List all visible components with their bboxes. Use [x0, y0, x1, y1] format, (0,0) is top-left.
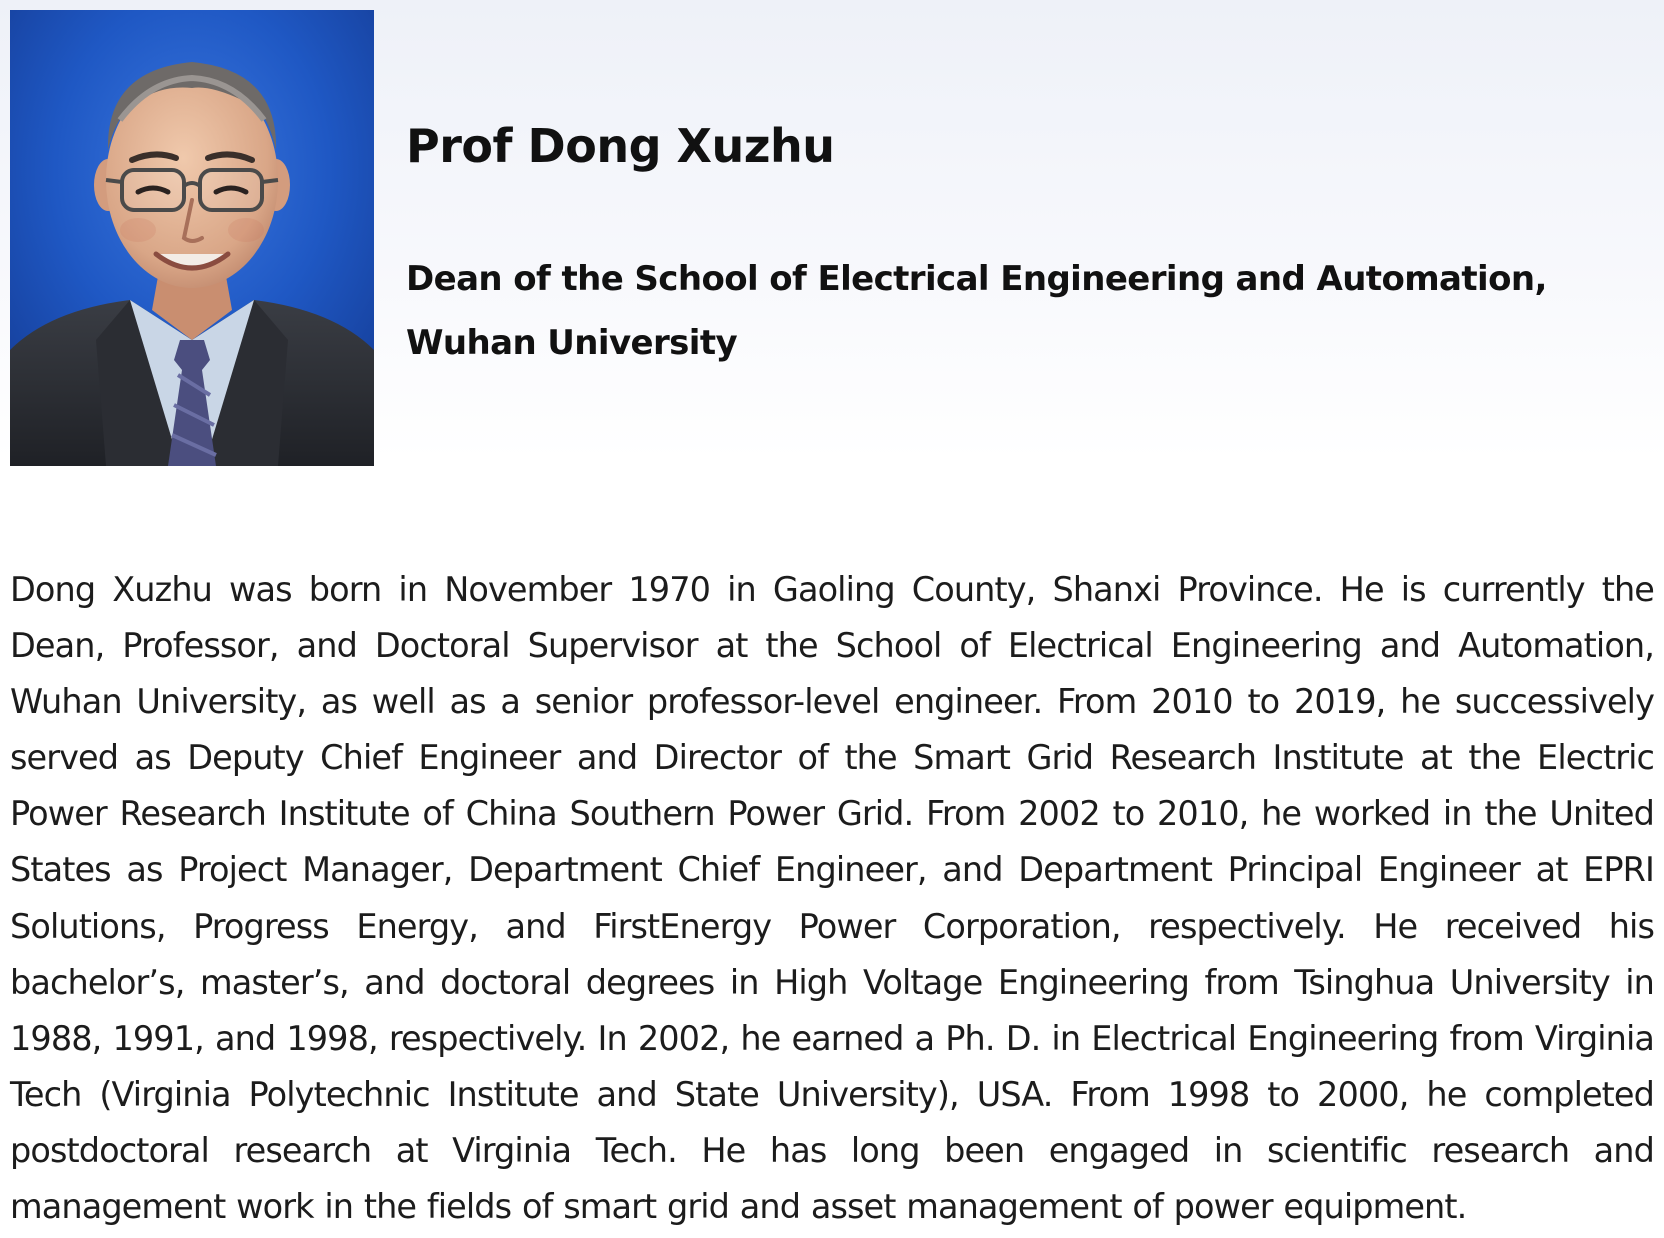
speaker-name: Prof Dong Xuzhu [406, 119, 835, 173]
speaker-biography: Dong Xuzhu was born in November 1970 in Gaoling County, Shanxi Province. He is currently the Dean, Professor, and Doctoral Supervisor at the School of Electrical Engineering and Automation, Wuhan University, as well as a senior professor-level engineer. From 2010 to 2019, he successively served as Deputy Chief Engineer and Director of the Smart Grid Research Institute at the Electric Power Research Institute of China Southern Power Grid. From 2002 to 2010, he worked in the United States as Project Manager, Department Chief Engineer, and Department Principal Engineer at EPRI Solutions, Progress Energy, and FirstEnergy Power Corporation, respectively. He received his bachelor’s, master’s, and doctoral degrees in High Voltage Engineering from Tsinghua University in 1988, 1991, and 1998, respectively. In 2002, he earned a Ph. D. in Electrical Engineering from Virginia Tech (Virginia Polytechnic Institute and State University), USA. From 1998 to 2000, he completed postdoctoral research at Virginia Tech. He has long been engaged in scientific research and management work in the fields of smart grid and asset management of power equipment. [10, 570, 1654, 1227]
speaker-title: Dean of the School of Electrical Engineering and Automation, Wuhan University [406, 259, 1547, 363]
person-portrait-icon [10, 10, 374, 466]
portrait-photo [10, 10, 374, 466]
